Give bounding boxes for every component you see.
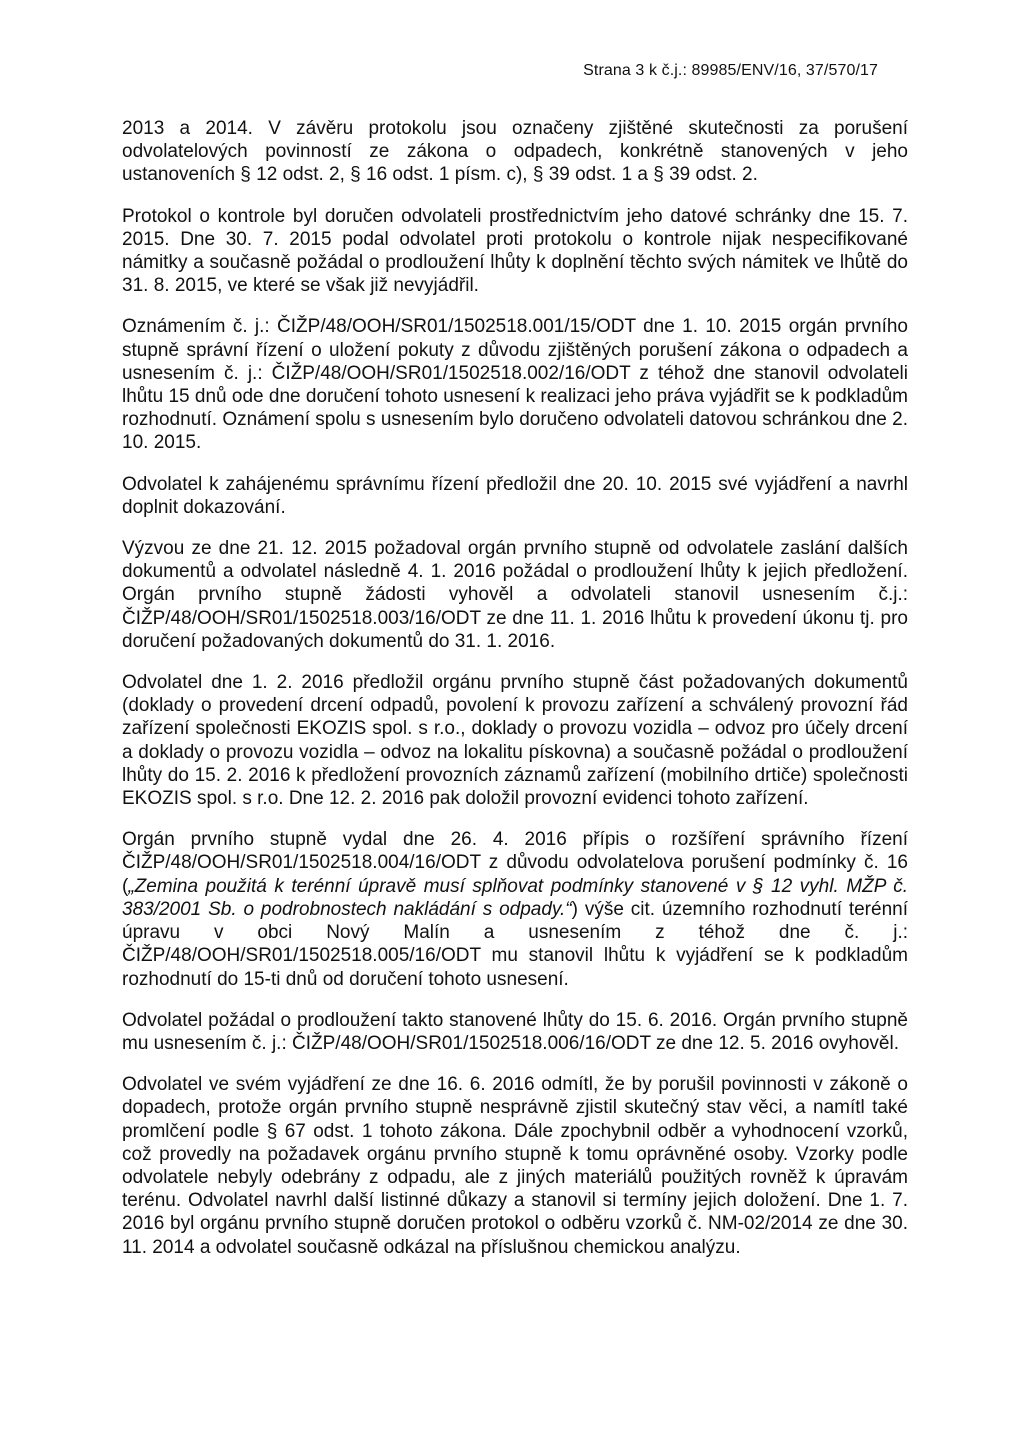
paragraph-text: Odvolatel k zahájenému správnímu řízení předložil dne 20. 10. 2015 své vyjádření a navrhl doplnit dokazování. <box>122 473 908 518</box>
paragraph-8 <box>122 1009 908 1055</box>
paragraph-text: Odvolatel dne 1. 2. 2016 předložil orgánu prvního stupně část požadovaných dokumentů (doklady o provedení drcení odpadů, povolení k provozu zařízení a schválený provozní řád zařízení společnosti EKOZIS spol. s r.o., doklady o provozu vozidla – odvoz pro účely drcení a doklady o provozu vozidla – odvoz na lokalitu pískovna) a současně požádal o prodloužení lhůty do 15. 2. 2016 k předložení provozních záznamů zařízení (mobilního drtiče) společnosti EKOZIS spol. s r.o. Dne 12. 2. 2016 pak doložil provozní evidenci tohoto zařízení. <box>122 672 908 810</box>
paragraph-7 <box>122 828 908 990</box>
paragraph-text: Protokol o kontrole byl doručen odvolateli prostřednictvím jeho datové schránky dne 15. 7. 2015. Dne 30. 7. 2015 podal odvolatel proti protokolu o kontrole nijak nespecifikované námitky a současně požádal o prodloužení lhůty k doplnění těchto svých námitek ve lhůtě do 31. 8. 2015, ve které se však již nevyjádřil. <box>122 205 908 297</box>
paragraph-text: Výzvou ze dne 21. 12. 2015 požadoval orgán prvního stupně od odvolatele zaslání dalších dokumentů a odvolatel následně 4. 1. 2016 požádal o prodloužení lhůty k jejich předložení. Orgán prvního stupně žádosti vyhověl a odvolateli stanovil usnesením č.j.: ČIŽP/48/OOH/SR01/1502518.003/16/ODT ze dne 11. 1. 2016 lhůtu k provedení úkonu tj. pro doručení požadovaných dokumentů do 31. 1. 2016. <box>122 538 908 652</box>
paragraph-2 <box>122 205 908 298</box>
paragraph-1 <box>122 117 908 187</box>
document-body <box>122 117 908 1277</box>
paragraph-text: ) výše cit. územního rozhodnutí terénní úpravu v obci Nový Malín a usnesením z téhož dne č. j.: ČIŽP/48/OOH/SR01/1502518.005/16/ODT mu stanovil lhůtu k vyjádření se k podkladům rozhodnutí do 15-ti dnů od doručení tohoto usnesení. <box>122 898 908 990</box>
paragraph-text: Odvolatel ve svém vyjádření ze dne 16. 6. 2016 odmítl, že by porušil povinnosti v zákoně o dopadech, protože orgán prvního stupně nesprávně zjistil skutečný stav věci, a namítl také promlčení podle § 67 odst. 1 tohoto zákona. Dále zpochybnil odběr a vyhodnocení vzorků, což provedly na požadavek orgánu prvního stupně k tomu oprávněné osoby. Vzorky podle odvolatele nebyly odebrány z odpadu, ale z jiných materiálů použitých rovněž k úpravám terénu. Odvolatel navrhl další listinné důkazy a stanovil si termíny jejich doložení. Dne 1. 7. 2016 byl orgánu prvního stupně doručen protokol o odběru vzorků č. NM-02/2014 ze dne 30. 11. 2014 a odvolatel současně odkázal na příslušnou chemickou analýzu. <box>122 1074 908 1258</box>
paragraph-5 <box>122 537 908 653</box>
paragraph-6 <box>122 671 908 810</box>
page-reference-header: Strana 3 k č.j.: 89985/ENV/16, 37/570/17 <box>583 62 878 79</box>
paragraph-text: Odvolatel požádal o prodloužení takto stanovené lhůty do 15. 6. 2016. Orgán prvního stupně mu usnesením č. j.: ČIŽP/48/OOH/SR01/1502518.006/16/ODT ze dne 12. 5. 2016 ovyhověl. <box>122 1009 908 1054</box>
paragraph-3 <box>122 315 908 454</box>
paragraph-text: 2013 a 2014. V závěru protokolu jsou označeny zjištěné skutečnosti za porušení odvolatelových povinností ze zákona o odpadech, konkrétně stanovených v jeho ustanoveních § 12 odst. 2, § 16 odst. 1 písm. c), § 39 odst. 1 a § 39 odst. 2. <box>122 118 908 186</box>
paragraph-9 <box>122 1073 908 1259</box>
paragraph-text: Orgán prvního stupně vydal dne 26. 4. 2016 přípis o rozšíření správního řízení ČIŽP/48/OOH/SR01/1502518.004/16/ODT z důvodu odvolatelova porušení podmínky č. 16 ( <box>122 829 908 897</box>
paragraph-text: Oznámením č. j.: ČIŽP/48/OOH/SR01/1502518.001/15/ODT dne 1. 10. 2015 orgán prvního stupně správní řízení o uložení pokuty z důvodu zjištěných porušení zákona o odpadech a usnesením č. j.: ČIŽP/48/OOH/SR01/1502518.002/16/ODT z téhož dne stanovil odvolateli lhůtu 15 dnů ode dne doručení tohoto usnesení k realizaci jeho práva vyjádřit se k podkladům rozhodnutí. Oznámení spolu s usnesením bylo doručeno odvolateli datovou schránkou dne 2. 10. 2015. <box>122 316 908 454</box>
paragraph-4 <box>122 473 908 519</box>
quoted-condition-text: „Zemina použitá k terénní úpravě musí splňovat podmínky stanovené v § 12 vyhl. MŽP č. 383/2001 Sb. o podrobnostech nakládání s odpady.“ <box>122 875 908 920</box>
